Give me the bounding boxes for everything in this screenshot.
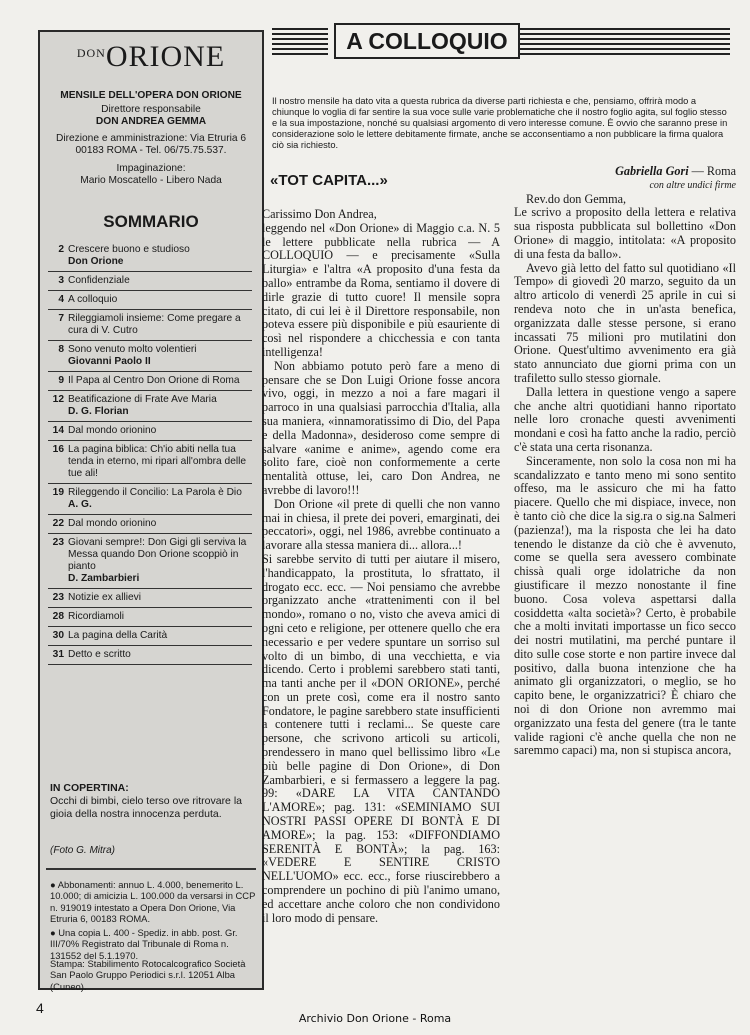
toc-page-number: 12: [52, 394, 64, 405]
toc-entry: [48, 441, 252, 484]
article-paragraph: Si sarebbe servito di tutti per aiutare il misero, l'handicappato, la prostituta, lo sfrattato, il drogato ecc. ecc. — Noi pensiamo che avrebbe organizzato anche «trattenimenti con il bel mondo», romano o no, visto che aveva amici di ogni ceto e religione, per ottenere quello che era necessario e per vedere spuntare un sorriso sul volto di un bimbo, di una vecchietta, e via dicendo. Certo i problemi sarebbero stati tanti, ma tanti anche per il «DON ORIONE», perché con un prete così, come era il nostro santo Fondatore, le pagine sarebbero state insufficienti a contenere tutti i reclami... Se queste care persone, che scrivono articoli su articoli, prendessero in mano quel bellissimo libro «Le più belle pagine di Don Orione», di Don Zambarbieri, e si fermassero a leggere la pag. 99: «DARE LA VITA CANTANDO L'AMORE»; pag. 131: «SEMINIAMO SUI NOSTRI PASSI OPERE DI BONTÀ E DI AMORE»; la pag. 153: «DIFFONDIAMO SERENITÀ E BONTÀ»; la pag. 163: «VEDERE E SENTIRE CRISTO NELL'UOMO» ecc. ecc., forse riuscirebbero a comprendere un pochino di più l'animo umano, ed accettare anche coloro che non condividono il loro modo di pensare.: [262, 551, 500, 925]
table-of-contents: [48, 241, 252, 665]
toc-title-block: [68, 592, 252, 604]
article-paragraph: Non abbiamo potuto però fare a meno di pensare che se Don Luigi Orione fosse ancora vivo, oggi, in mezzo a noi a fare magari il parroco in una qualsiasi parrocchia d'Italia, alla sua maniera, «innamoratissimo di Dio, del Papa e della Madonna», desideroso come sempre di salvare «anime e anime», agendo come era solito fare, cioè non conformemente a certe mentalità ottuse, lei, caro Don Andrea, ne avrebbe di lavoro!!!: [262, 358, 500, 497]
toc-title-block: [68, 244, 252, 268]
toc-title: Il Papa al Centro Don Orione di Roma: [68, 375, 240, 386]
toc-entry: [48, 646, 252, 665]
article-column-right: [514, 165, 736, 758]
toc-page-number: 16: [52, 444, 64, 455]
header-rule: [272, 48, 328, 50]
toc-title-block: [68, 394, 252, 418]
signature-city: — Roma: [691, 164, 736, 178]
toc-page-number: 22: [52, 518, 64, 529]
toc-title: Rileggendo il Concilio: La Parola è Dio: [68, 487, 242, 498]
toc-entry: [48, 272, 252, 291]
article-paragraph: Don Orione «il prete di quelli che non vanno mai in chiesa, il prete dei poveri, emarginati, dei peccatori», oggi, nel 1986, avrebbe continuato a lavorare alla stessa maniera di... allora...!: [262, 496, 500, 553]
toc-page-number: 23: [52, 592, 64, 603]
toc-entry: [48, 484, 252, 515]
header-rule: [520, 33, 730, 35]
header-rule: [520, 48, 730, 50]
cover-photo-credit: (Foto G. Mitra): [50, 845, 116, 856]
header-rule: [520, 28, 730, 30]
toc-entry: [48, 341, 252, 372]
header-rule: [272, 38, 328, 40]
toc-title-block: [68, 425, 252, 437]
toc-title-block: [68, 275, 252, 287]
toc-entry: [48, 310, 252, 341]
toc-title: Dal mondo orionino: [68, 518, 157, 529]
printer-info: Stampa: Stabilimento Rotocalcografico Società San Paolo Gruppo Periodici s.r.l. 12051 Alba (Cuneo).: [50, 958, 246, 992]
article-paragraph: Le scrivo a proposito della lettera e relativa sua risposta pubblicata sul bollettino «Don Orione» di maggio, intitolata: «A proposito di una festa da ballo».: [514, 205, 736, 261]
toc-title-block: [68, 537, 252, 585]
toc-page-number: 8: [58, 344, 64, 355]
article-column-left: [262, 208, 500, 925]
toc-title-block: [68, 487, 252, 511]
toc-title: La pagina della Carità: [68, 630, 168, 641]
toc-title-block: [68, 313, 252, 337]
header-rule: [272, 53, 328, 55]
toc-entry: [48, 627, 252, 646]
layout-names: Mario Moscatello - Libero Nada: [80, 175, 222, 186]
header-rule: [272, 28, 328, 30]
toc-entry: [48, 534, 252, 589]
header-rule: [520, 38, 730, 40]
divider: [46, 868, 256, 870]
toc-title-block: [68, 344, 252, 368]
header-rule: [520, 43, 730, 45]
header-rule: [272, 33, 328, 35]
toc-title: Rileggiamoli insieme: Come pregare a cura di V. Cutro: [68, 313, 241, 336]
cover-heading: IN COPERTINA:: [50, 782, 129, 794]
toc-entry: [48, 422, 252, 441]
magazine-logo: [40, 40, 262, 74]
toc-title: Sono venuto molto volentieri: [68, 344, 197, 355]
postal-info: ● Una copia L. 400 - Spediz. in abb. post. Gr. III/70% Registrato dal Tribunale di Roma n. 131552 del 5.1.1970.: [50, 927, 238, 961]
toc-entry: [48, 291, 252, 310]
toc-page-number: 30: [52, 630, 64, 641]
article-paragraph: Avevo già letto del fatto sul quotidiano «Il Tempo» di giovedì 20 marzo, seguito da un altro articolo di venerdì 25 aprile in cui si rendeva noto che in un'asta benefica, organizzata dalle stesse persone, si erano incassati 75 milioni pro mutilatini don Orione. Quest'ultimo avvenimento era già stato annunciato due giorni prima con un trafiletto sullo stesso giornale.: [514, 260, 736, 385]
toc-title-block: [68, 375, 252, 387]
toc-title: Notizie ex allievi: [68, 592, 142, 603]
toc-entry: [48, 391, 252, 422]
toc-page-number: 28: [52, 611, 64, 622]
archive-footer: Archivio Don Orione - Roma: [298, 1012, 452, 1025]
letter-salutation: Carissimo Don Andrea,: [262, 207, 377, 221]
letter-salutation: Rev.do don Gemma,: [526, 191, 627, 206]
summary-title: SOMMARIO: [103, 212, 199, 231]
article-heading: «TOT CAPITA...»: [270, 172, 388, 189]
toc-title: A colloquio: [68, 294, 118, 305]
toc-page-number: 9: [58, 375, 64, 386]
toc-page-number: 4: [58, 294, 64, 305]
toc-author: Giovanni Paolo II: [68, 356, 151, 367]
toc-author: A. G.: [68, 499, 92, 510]
toc-author: Don Orione: [68, 256, 124, 267]
toc-title: Confidenziale: [68, 275, 130, 286]
sidebar-box: [38, 30, 264, 990]
toc-page-number: 2: [58, 244, 64, 255]
address-line-2: 00183 ROMA - Tel. 06/75.75.537.: [75, 145, 227, 156]
toc-entry: [48, 241, 252, 272]
section-title: A COLLOQUIO: [334, 23, 520, 59]
toc-page-number: 7: [58, 313, 64, 324]
toc-title-block: [68, 649, 252, 661]
toc-title-block: [68, 294, 252, 306]
toc-page-number: 19: [52, 487, 64, 498]
address-line-1: Direzione e amministrazione: Via Etruria 6: [55, 133, 247, 144]
header-rule: [520, 53, 730, 55]
toc-page-number: 23: [52, 537, 64, 548]
toc-entry: [48, 608, 252, 627]
toc-title-block: [68, 630, 252, 642]
toc-page-number: 14: [52, 425, 64, 436]
toc-title: Ricordiamoli: [68, 611, 125, 622]
toc-title: Detto e scritto: [68, 649, 131, 660]
toc-page-number: 3: [58, 275, 64, 286]
toc-entry: [48, 515, 252, 534]
toc-title: Dal mondo orionino: [68, 425, 157, 436]
layout-label: Impaginazione:: [116, 163, 186, 174]
toc-title: Giovani sempre!: Don Gigi gli serviva la Messa quando Don Orione scoppiò in pianto: [68, 537, 247, 572]
toc-author: D. Zambarbieri: [68, 573, 140, 584]
toc-title-block: [68, 444, 252, 480]
toc-page-number: 31: [52, 649, 64, 660]
toc-title-block: [68, 518, 252, 530]
signature-name: Gabriella Gori: [615, 164, 689, 178]
masthead-title: MENSILE DELL'OPERA DON ORIONE: [60, 90, 242, 101]
letter-signature: [514, 165, 736, 179]
page-number: 4: [36, 1000, 44, 1016]
section-intro: Il nostro mensile ha dato vita a questa rubrica da diverse parti richiesta e che, pensiamo, offrirà modo a chiunque lo voglia di far sentire la sua voce sulle varie problematiche che il nostro foglio agita, sul foglio stesso e la sua impostazione, nonché su qualsiasi argomento di vero interesse comune. È ovvio che saranno prese in considerazione solo le lettere debitamente firmate, anche se acconsentiamo a non pubblicare la firma qualora ciò sia richiesto.: [272, 96, 728, 150]
toc-author: D. G. Florian: [68, 406, 129, 417]
article-paragraph: Sinceramente, non solo la cosa non mi ha scandalizzato e tanto meno mi sono sentito offeso, ma le assicuro che mi ha fatto piacere. Quello che mi dispiace, invece, non è tanto ciò che dice la sig.ra o sig.na Salmeri (pazienza!), ma la risposta che lei ha dato tenendo le distanze da ciò che è avvenuto, come se quella sera avessero combinate chissà quali orge idolatriche da non giustificare il mezzo nonostante il fine buono. Cosa voleva aspettarsi dalla cosiddetta «alta società»? Certo, è probabile che a molti invitati importasse un fico secco dei nostri mutilatini, ma perché puntare il dito sulle cose storte e non partire invece dal positivo, dalla buona intenzione che ha animato gli organizzatori, o meglio, se ho capito bene, le organizzatrici? È chiaro che noi di don Orione non avremmo mai organizzato una festa del genere (tra le tante valide ragioni c'è anche quella che non ne saremmo capaci) ma, non si stupisca ancora,: [514, 453, 736, 758]
article-paragraph: Dalla lettera in questione vengo a sapere che anche altri quotidiani hanno riportato nelle loro cronache questi avvenimenti mondani e così ha fatto anche la radio, perciò c'è stata una certa risonanza.: [514, 384, 736, 454]
toc-entry: [48, 372, 252, 391]
signature-note: con altre undici firme: [649, 179, 736, 191]
toc-title-block: [68, 611, 252, 623]
toc-title: La pagina biblica: Ch'io abiti nella tua tenda in eterno, mi ripari all'ombra delle tue ali!: [68, 444, 247, 479]
logo-small-text: DON: [76, 46, 106, 60]
director-name: DON ANDREA GEMMA: [95, 116, 207, 127]
cover-caption: Occhi di bimbi, cielo terso ove ritrovare la gioia della nostra innocenza perduta.: [50, 795, 242, 820]
article-paragraph: leggendo nel «Don Orione» di Maggio c.a. N. 5 le lettere pubblicate nella rubrica — A COLLOQUIO — e precisamente «Sulla Liturgia» e l'altra «A proposito d'una festa da ballo» entrambe da Roma, sentiamo il dovere di dirle grazie di tutto cuore! Il mensile sopra citato, di cui lei è il Direttore responsabile, non poteva essere più disponibile e più esauriente di così nel rispondere a chicchessia e con tanta intelligenza!: [262, 220, 500, 359]
director-role: Direttore responsabile: [101, 104, 201, 115]
toc-entry: [48, 589, 252, 608]
subscriptions-info: ● Abbonamenti: annuo L. 4.000, benemerito L. 10.000; di amicizia L. 100.000 da versarsi in CCP n. 919019 intestato a Opera Don Orione, Via Etruria 6, 00183 ROMA.: [50, 879, 256, 924]
toc-title: Beatificazione di Frate Ave Maria: [68, 394, 217, 405]
header-rule: [272, 43, 328, 45]
toc-title: Crescere buono e studioso: [68, 244, 190, 255]
logo-big-text: ORIONE: [105, 40, 226, 73]
